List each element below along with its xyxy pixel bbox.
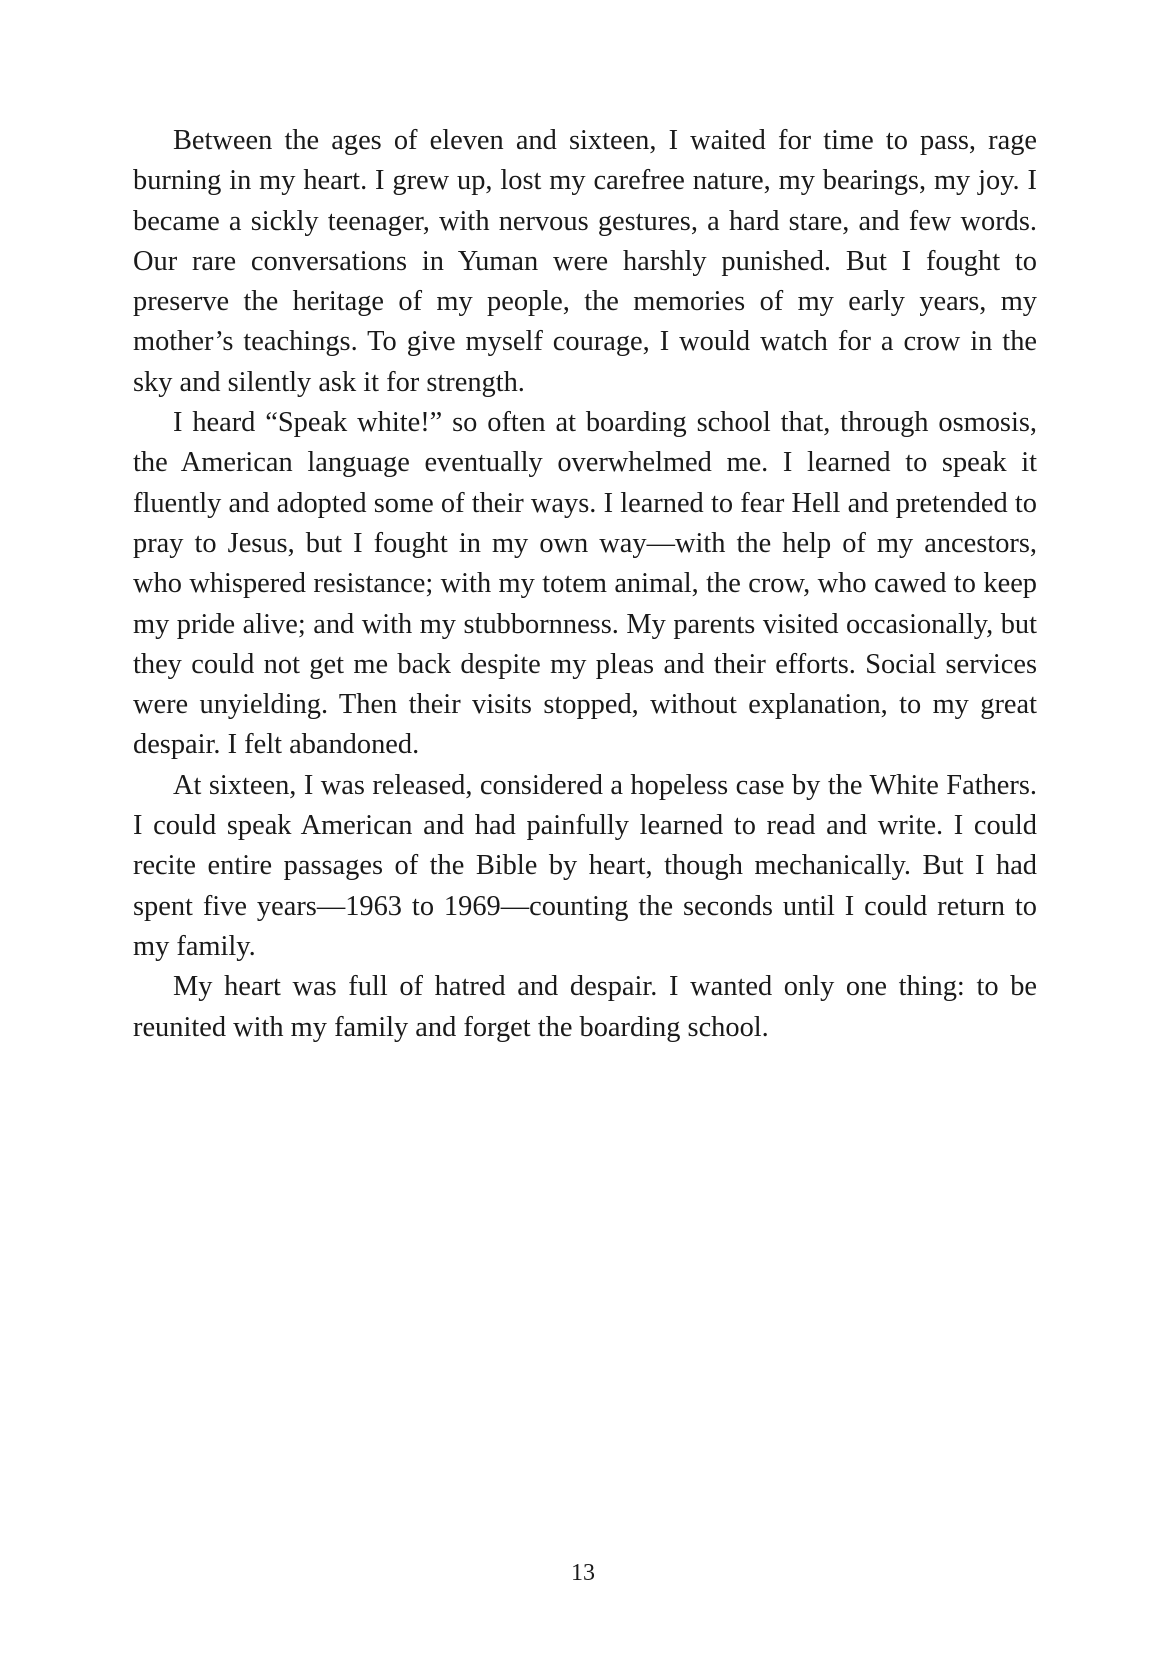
paragraph: My heart was full of hatred and despair. I wanted only one thing: to be reunited with my family and forget the boarding school. xyxy=(133,971,1037,1043)
paragraph: At sixteen, I was released, considered a hopeless case by the White Fathers. I could speak American and had painfully learned to read and write. I could recite entire passages of the Bible by heart, though mechanically. But I had spent five years—1963 to 1969—counting the seconds until I could return to my family. xyxy=(133,769,1037,962)
paragraph: Between the ages of eleven and sixteen, I waited for time to pass, rage burning in my heart. I grew up, lost my carefree nature, my bearings, my joy. I became a sickly teenager, with nervous gestures, a hard stare, and few words. Our rare conversations in Yuman were harshly punished. But I fought to preserve the heritage of my people, the memories of my early years, my mother’s teachings. To give myself courage, I would watch for a crow in the sky and silently ask it for strength. xyxy=(133,125,1037,398)
paragraph: I heard “Speak white!” so often at boarding school that, through osmosis, the American language eventually overwhelmed me. I learned to speak it fluently and adopted some of their ways. I learned to fear Hell and pretended to pray to Jesus, but I fought in my own way—with the help of my ancestors, who whispered resistance; with my totem animal, the crow, who cawed to keep my pride alive; and with my stubbornness. My parents visited occasionally, but they could not get me back despite my pleas and their efforts. Social services were unyielding. Then their visits stopped, without explanation, to my great despair. I felt abandoned. xyxy=(133,407,1037,761)
page-number: 13 xyxy=(571,1560,595,1586)
body-text xyxy=(133,121,1037,1048)
